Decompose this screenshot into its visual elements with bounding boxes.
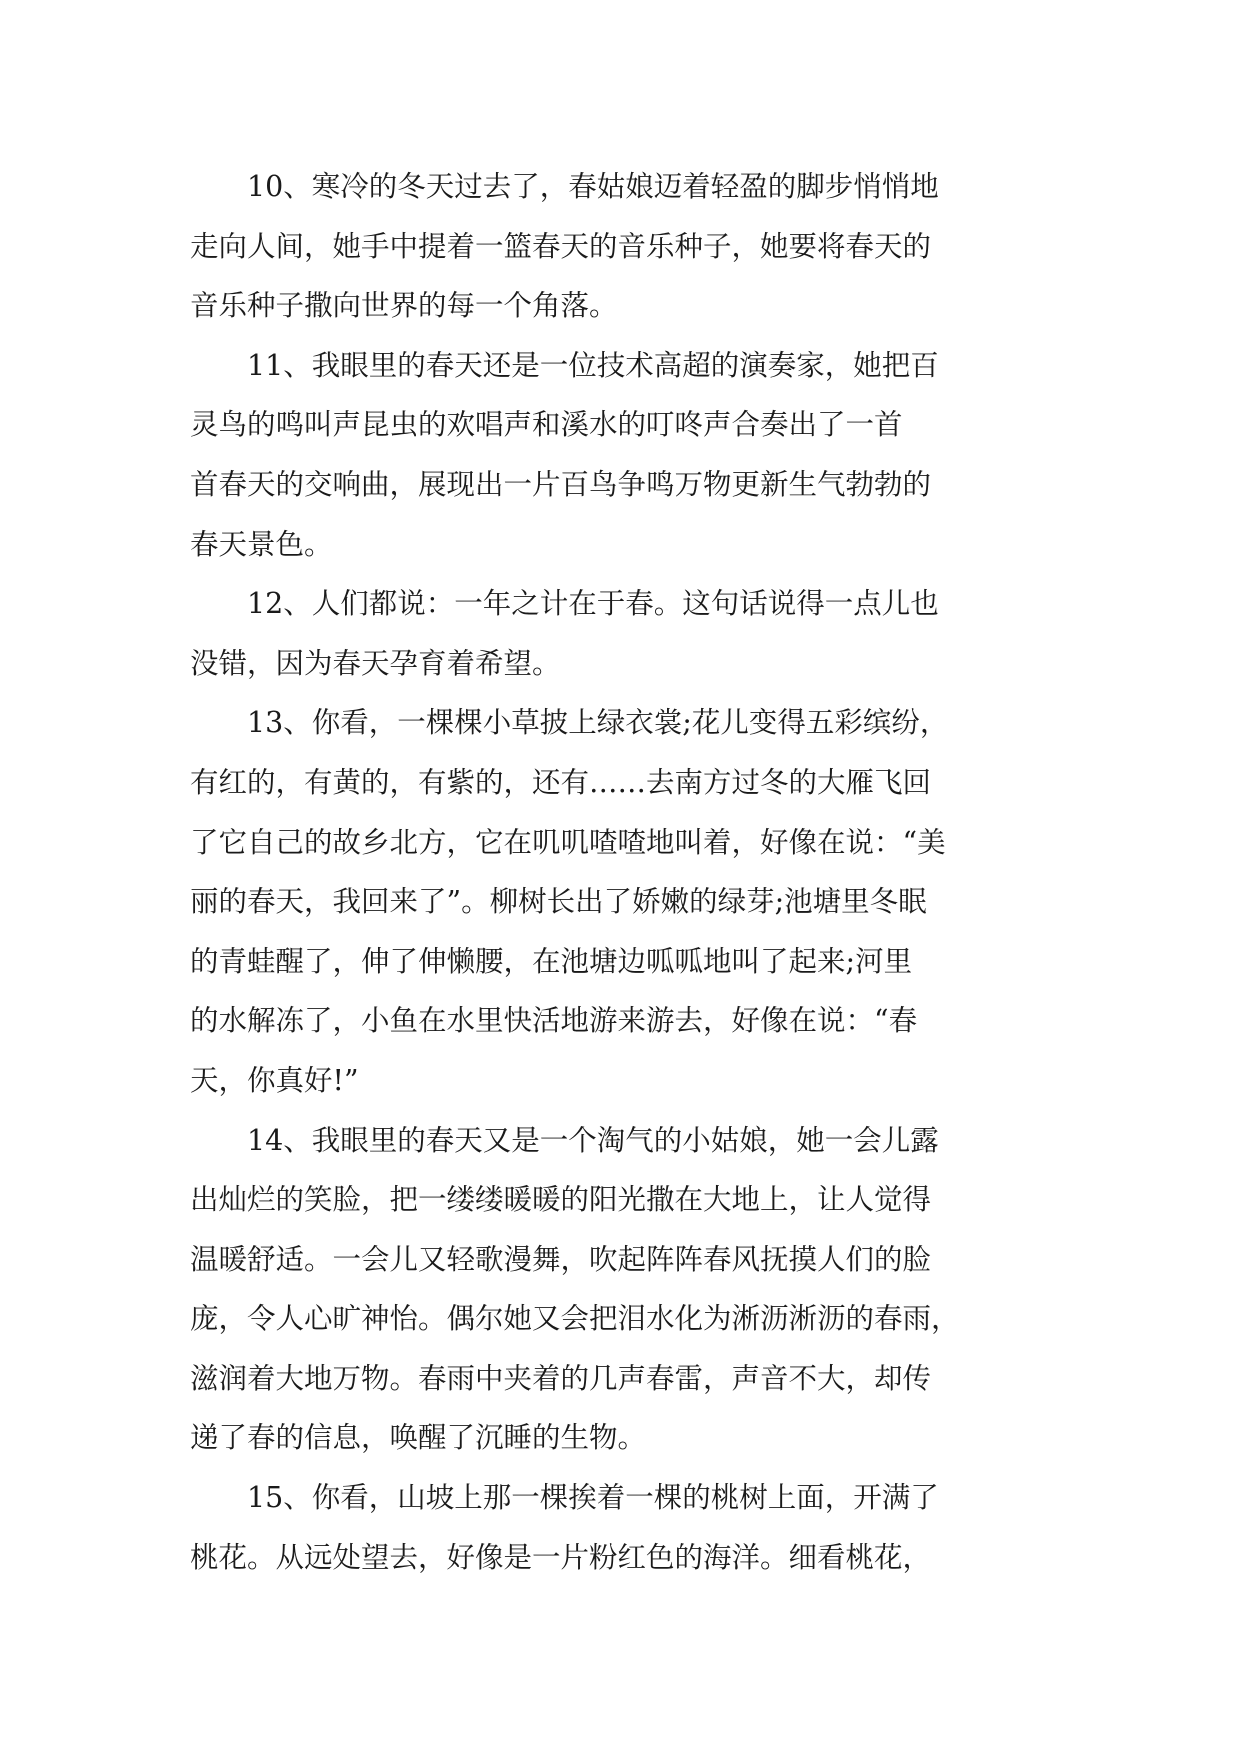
paragraph-line: 庞，令人心旷神怡。偶尔她又会把泪水化为淅沥淅沥的春雨， xyxy=(190,1302,960,1336)
paragraph-line: 走向人间，她手中提着一篮春天的音乐种子，她要将春天的 xyxy=(190,229,932,263)
paragraph-first-line: 13、你看，一棵棵小草披上绿衣裳;花儿变得五彩缤纷， xyxy=(247,706,949,740)
paragraph-line: 首春天的交响曲，展现出一片百鸟争鸣万物更新生气勃勃的 xyxy=(190,467,932,501)
paragraph-line: 春天景色。 xyxy=(190,527,333,561)
paragraph-line: 没错，因为春天孕育着希望。 xyxy=(190,646,561,680)
paragraph-line: 的水解冻了，小鱼在水里快活地游来游去，好像在说：“春 xyxy=(190,1004,918,1038)
paragraph-line: 了它自己的故乡北方，它在叽叽喳喳地叫着，好像在说：“美 xyxy=(190,825,946,859)
paragraph-line: 有红的，有黄的，有紫的，还有……去南方过冬的大雁飞回 xyxy=(190,765,932,799)
paragraph-first-line: 14、我眼里的春天又是一个淘气的小姑娘，她一会儿露 xyxy=(247,1123,939,1157)
paragraph-line: 丽的春天，我回来了”。柳树长出了娇嫩的绿芽;池塘里冬眠 xyxy=(190,885,927,919)
paragraph-line: 出灿烂的笑脸，把一缕缕暖暖的阳光撒在大地上，让人觉得 xyxy=(190,1183,932,1217)
paragraph-line: 灵鸟的鸣叫声昆虫的欢唱声和溪水的叮咚声合奏出了一首 xyxy=(190,408,903,442)
paragraph-line: 的青蛙醒了，伸了伸懒腰，在池塘边呱呱地叫了起来;河里 xyxy=(190,944,913,978)
paragraph-line: 音乐种子撒向世界的每一个角落。 xyxy=(190,289,618,323)
paragraph-first-line: 10、寒冷的冬天过去了，春姑娘迈着轻盈的脚步悄悄地 xyxy=(247,170,939,203)
paragraph-first-line: 11、我眼里的春天还是一位技术高超的演奏家，她把百 xyxy=(247,348,939,382)
paragraph-line: 桃花。从远处望去，好像是一片粉红色的海洋。细看桃花， xyxy=(190,1540,932,1574)
paragraph-line: 滋润着大地万物。春雨中夹着的几声春雷，声音不大，却传 xyxy=(190,1361,932,1395)
paragraph-line: 递了春的信息，唤醒了沉睡的生物。 xyxy=(190,1421,647,1455)
paragraph-line: 天，你真好!” xyxy=(190,1063,359,1097)
paragraph-first-line: 12、人们都说：一年之计在于春。这句话说得一点儿也 xyxy=(247,587,939,621)
paragraph-line: 温暖舒适。一会儿又轻歌漫舞，吹起阵阵春风抚摸人们的脸 xyxy=(190,1242,932,1276)
document-body xyxy=(190,157,1060,1587)
paragraph-first-line: 15、你看，山坡上那一棵挨着一棵的桃树上面，开满了 xyxy=(247,1481,939,1515)
